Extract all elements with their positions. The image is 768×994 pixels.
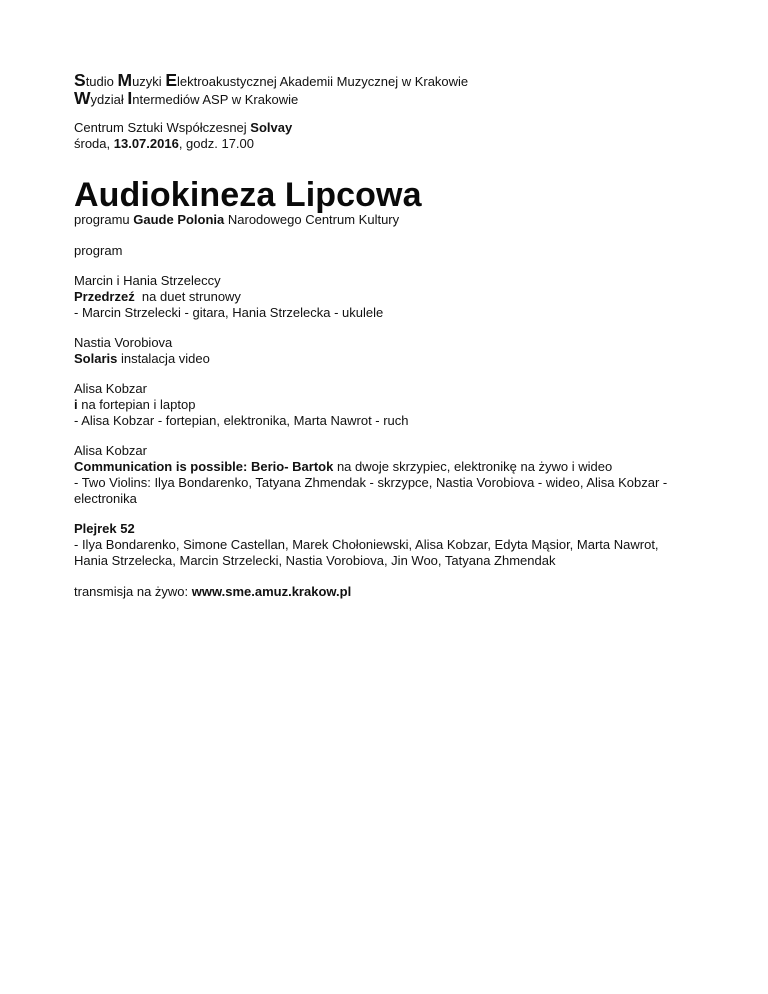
- work-title: Solaris: [74, 351, 118, 366]
- program-item: [74, 273, 684, 321]
- initial-letter: E: [165, 70, 177, 90]
- stream-link[interactable]: www.sme.amuz.krakow.pl: [191, 584, 352, 599]
- subtitle-suffix: Narodowego Centrum Kultury: [224, 212, 400, 227]
- organizer-word: ydział: [90, 92, 128, 107]
- work-description: na duet strunowy: [134, 289, 241, 304]
- item-performers: - Alisa Kobzar - fortepian, elektronika, Marta Nawrot - ruch: [74, 413, 409, 428]
- initial-letter: S: [74, 70, 86, 90]
- program-item: [74, 443, 684, 507]
- organizer-line-faculty: [74, 90, 684, 108]
- event-date: 13.07.2016: [113, 136, 179, 151]
- organizer-word: tudio: [85, 74, 118, 89]
- organizer-word: uzyki: [132, 74, 166, 89]
- work-description: na fortepian i laptop: [77, 397, 196, 412]
- organizer-word: ntermediów ASP w Krakowie: [132, 92, 299, 107]
- item-author: Alisa Kobzar: [74, 443, 147, 458]
- item-author: Nastia Vorobiova: [74, 335, 173, 350]
- organizers-header: [74, 72, 684, 108]
- program-item: [74, 381, 684, 429]
- item-work-line: [74, 397, 684, 413]
- item-performers: - Marcin Strzelecki - gitara, Hania Strzelecka - ukulele: [74, 305, 384, 320]
- item-performers: - Ilya Bondarenko, Simone Castellan, Marek Chołoniewski, Alisa Kobzar, Edyta Mąsior, Marta Nawrot, Hania Strzelecka, Marcin Strzelecki, Nastia Vorobiova, Jin Woo, Tatyana Zhmendak: [74, 537, 659, 568]
- venue-line: [74, 120, 684, 136]
- program-item: [74, 335, 684, 367]
- work-title: Plejrek 52: [74, 521, 135, 536]
- organizer-line-studio: [74, 72, 684, 90]
- event-time: , godz. 17.00: [178, 136, 254, 151]
- work-title: Communication is possible: Berio- Bartok: [74, 459, 334, 474]
- program-item: [74, 521, 684, 569]
- stream-info: [74, 584, 684, 600]
- document-page: [74, 72, 684, 600]
- subtitle: [74, 212, 684, 228]
- item-performers: - Two Violins: Ilya Bondarenko, Tatyana Zhmendak - skrzypce, Nastia Vorobiova - wideo, Alisa Kobzar - electronika: [74, 475, 668, 506]
- date-prefix: środa,: [74, 136, 114, 151]
- page-title: Audiokineza Lipcowa: [74, 176, 422, 214]
- venue-name: Solvay: [250, 120, 293, 135]
- item-author: Marcin i Hania Strzeleccy: [74, 273, 221, 288]
- venue-prefix: Centrum Sztuki Współczesnej: [74, 120, 251, 135]
- item-author: Alisa Kobzar: [74, 381, 147, 396]
- subtitle-prefix: programu: [74, 212, 134, 227]
- work-title: Przedrzeź: [74, 289, 135, 304]
- organizer-word: lektroakustycznej Akademii Muzycznej w Krakowie: [177, 74, 469, 89]
- item-work-line: [74, 289, 684, 305]
- item-work-line: [74, 459, 684, 475]
- program-name: Gaude Polonia: [133, 212, 225, 227]
- program-label: program: [74, 243, 123, 258]
- initial-letter: M: [117, 70, 133, 90]
- work-description: na dwoje skrzypiec, elektronikę na żywo i wideo: [333, 459, 613, 474]
- work-description: instalacja video: [117, 351, 210, 366]
- venue-info: [74, 120, 684, 152]
- initial-letter: W: [74, 88, 91, 108]
- initial-letter: I: [127, 88, 133, 108]
- work-title: i: [74, 397, 78, 412]
- item-work-line: [74, 521, 684, 537]
- date-line: [74, 136, 684, 152]
- stream-prefix: transmisja na żywo:: [74, 584, 192, 599]
- item-work-line: [74, 351, 684, 367]
